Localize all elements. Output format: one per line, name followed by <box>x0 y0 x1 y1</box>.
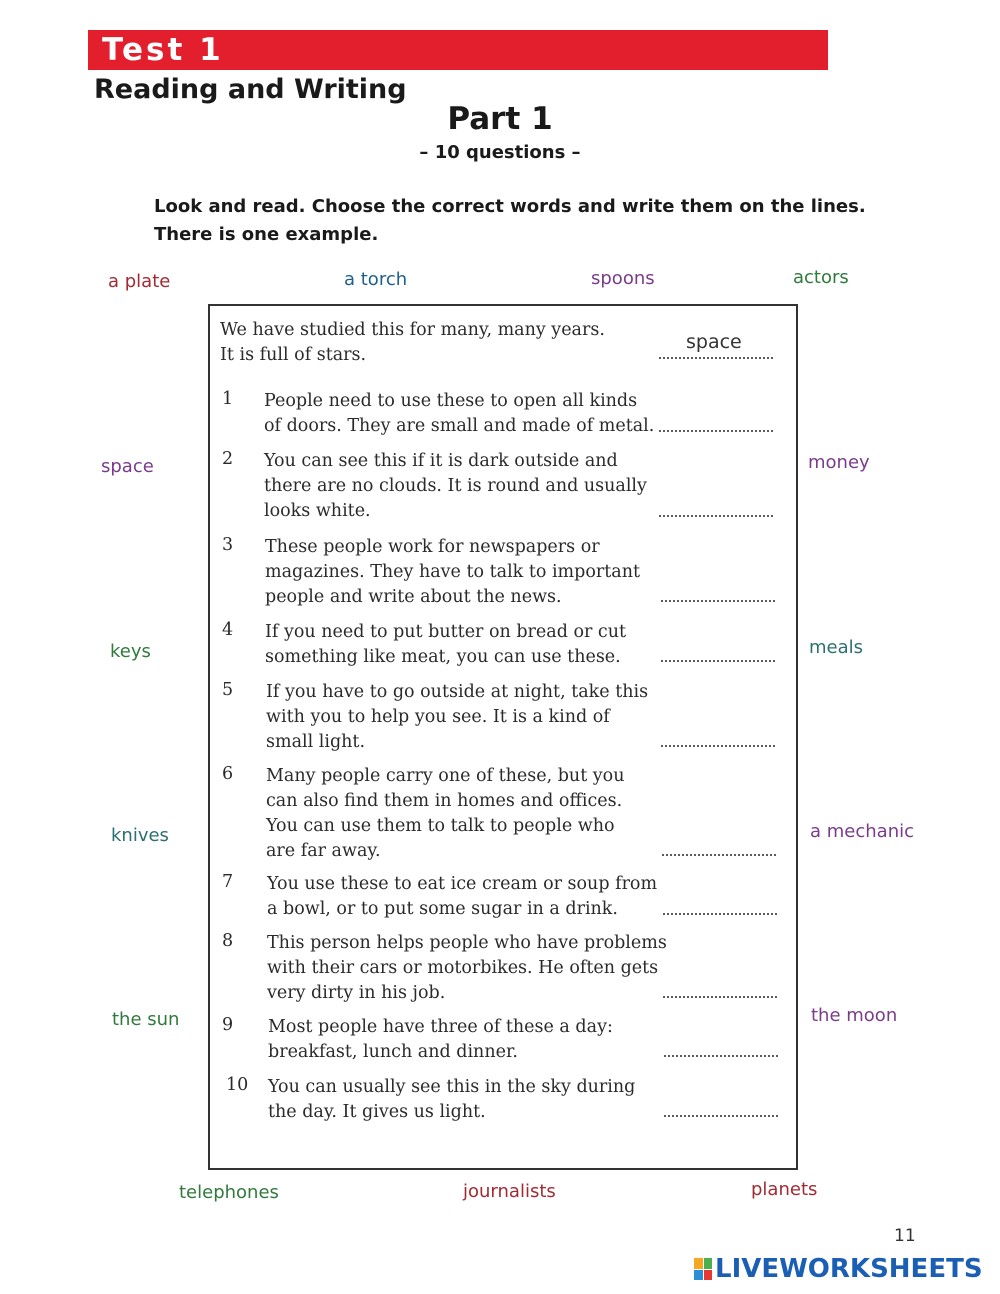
word-space: space <box>101 456 154 477</box>
word-the-sun: the sun <box>112 1009 180 1030</box>
question-line: can also find them in homes and offices. <box>266 791 623 811</box>
word-keys: keys <box>110 641 151 662</box>
question-line: with their cars or motorbikes. He often gets <box>267 958 659 978</box>
word-actors: actors <box>793 267 849 288</box>
question-number: 3 <box>222 535 234 555</box>
question-line: If you have to go outside at night, take this <box>266 682 649 702</box>
question-line: magazines. They have to talk to important <box>265 562 641 582</box>
questions-count: – 10 questions – <box>419 142 581 163</box>
answer-line[interactable] <box>660 600 776 602</box>
example-line-2: It is full of stars. <box>220 345 367 365</box>
question-number: 5 <box>222 680 234 700</box>
question-line: You can usually see this in the sky during <box>268 1077 636 1097</box>
word-planets: planets <box>751 1179 818 1200</box>
question-line: If you need to put butter on bread or cut <box>265 622 627 642</box>
question-line: are far away. <box>266 841 381 861</box>
answer-line[interactable] <box>663 1115 779 1117</box>
question-text <box>266 680 648 755</box>
word-a-torch: a torch <box>344 269 408 290</box>
word-journalists: journalists <box>463 1181 556 1202</box>
question-number: 2 <box>222 449 234 469</box>
question-text <box>265 535 640 610</box>
question-line: These people work for newspapers or <box>265 537 600 557</box>
question-number: 9 <box>222 1015 234 1035</box>
section-title: Reading and Writing <box>94 74 407 105</box>
answer-line[interactable] <box>662 996 778 998</box>
question-line: Most people have three of these a day: <box>268 1017 613 1037</box>
question-number: 1 <box>222 389 234 409</box>
answer-line[interactable] <box>658 515 774 517</box>
test-banner <box>88 30 828 70</box>
instructions-line-1: Look and read. Choose the correct words and write them on the lines. <box>154 196 866 217</box>
question-number: 7 <box>222 872 234 892</box>
answer-line[interactable] <box>660 745 776 747</box>
question-line: people and write about the news. <box>265 587 562 607</box>
question-line: there are no clouds. It is round and usually <box>264 476 647 496</box>
part-title: Part 1 <box>447 101 553 137</box>
logo-text: LIVEWORKSHEETS <box>715 1254 983 1284</box>
question-line: You use these to eat ice cream or soup from <box>267 874 658 894</box>
question-line: very dirty in his job. <box>267 983 446 1003</box>
word-meals: meals <box>809 637 864 658</box>
answer-line[interactable] <box>662 913 778 915</box>
question-text <box>267 872 657 922</box>
question-text <box>265 620 626 670</box>
question-line: This person helps people who have problems <box>267 933 667 953</box>
answer-line[interactable] <box>660 660 776 662</box>
question-line: a bowl, or to put some sugar in a drink. <box>267 899 618 919</box>
instructions <box>154 193 874 249</box>
liveworksheets-logo-icon <box>694 1258 712 1280</box>
liveworksheets-logo <box>694 1252 983 1286</box>
question-text <box>268 1075 635 1125</box>
question-line: looks white. <box>264 501 371 521</box>
example-answer: space <box>686 331 742 353</box>
question-line: Many people carry one of these, but you <box>266 766 625 786</box>
question-text <box>266 764 625 864</box>
example-text <box>220 318 605 368</box>
word-money: money <box>808 452 870 473</box>
page-number: 11 <box>894 1226 916 1246</box>
word-a-mechanic: a mechanic <box>810 821 915 842</box>
question-line: small light. <box>266 732 366 752</box>
question-number: 6 <box>222 764 234 784</box>
question-line: something like meat, you can use these. <box>265 647 621 667</box>
instructions-line-2: There is one example. <box>154 224 379 245</box>
question-text <box>264 389 654 439</box>
question-line: the day. It gives us light. <box>268 1102 486 1122</box>
question-text <box>264 449 647 524</box>
question-line: You can use them to talk to people who <box>266 816 615 836</box>
word-spoons: spoons <box>591 268 655 289</box>
question-number: 10 <box>226 1075 249 1095</box>
word-telephones: telephones <box>179 1182 279 1203</box>
word-the-moon: the moon <box>811 1005 898 1026</box>
question-number: 4 <box>222 620 234 640</box>
answer-line[interactable] <box>658 430 774 432</box>
question-line: breakfast, lunch and dinner. <box>268 1042 518 1062</box>
question-text <box>268 1015 613 1065</box>
answer-line[interactable] <box>661 854 777 856</box>
question-line: with you to help you see. It is a kind of <box>266 707 610 727</box>
answer-line[interactable] <box>663 1055 779 1057</box>
question-line: of doors. They are small and made of metal. <box>264 416 655 436</box>
word-a-plate: a plate <box>108 271 171 292</box>
question-text <box>267 931 667 1006</box>
word-knives: knives <box>111 825 169 846</box>
question-line: People need to use these to open all kinds <box>264 391 638 411</box>
question-line: You can see this if it is dark outside and <box>264 451 618 471</box>
question-number: 8 <box>222 931 234 951</box>
example-answer-line <box>658 357 774 359</box>
test-title: Test 1 <box>102 32 224 68</box>
example-line-1: We have studied this for many, many years. <box>220 320 605 340</box>
